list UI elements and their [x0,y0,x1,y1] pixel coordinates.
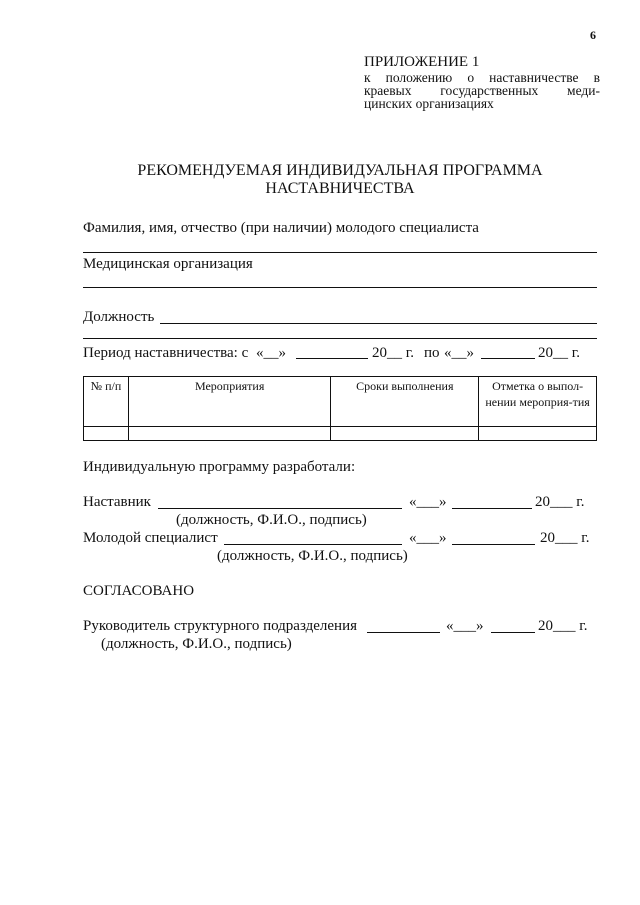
young-specialist-signature-line[interactable] [224,544,402,545]
fio-input-line[interactable] [83,252,597,253]
column-header-completion-mark: Отметка о выпол-нении мероприя-тия [479,377,597,427]
mentor-signature-line[interactable] [158,508,402,509]
page-number: 6 [590,28,596,42]
head-of-unit-day: «___» [446,618,484,634]
org-input-line[interactable] [83,287,597,288]
head-of-unit-caption: (должность, Ф.И.О., подпись) [101,636,292,652]
table-header-row [84,377,597,427]
mentor-label: Наставник [83,494,151,510]
mentor-month-line[interactable] [452,508,532,509]
fio-label: Фамилия, имя, отчество (при наличии) молодого специалиста [83,220,479,236]
head-of-unit-label: Руководитель структурного подразделения [83,618,357,634]
appendix-line-1: к положению о наставничестве в [364,70,600,85]
period-start-year: 20__ г. [372,345,414,361]
head-of-unit-signature-line[interactable] [367,632,440,633]
org-label: Медицинская организация [83,256,253,272]
document-title-line-2: НАСТАВНИЧЕСТВА [265,180,415,197]
period-start-day: «__» [256,345,286,361]
program-table [83,376,597,441]
young-specialist-label: Молодой специалист [83,530,218,546]
document-title-line-1: РЕКОМЕНДУЕМАЯ ИНДИВИДУАЛЬНАЯ ПРОГРАММА [137,162,543,179]
young-specialist-day: «___» [409,530,447,546]
period-end-year: 20__ г. [538,345,580,361]
appendix-line-2: краевых государственных меди- [364,83,600,98]
mentor-caption: (должность, Ф.И.О., подпись) [176,512,367,528]
appendix-line-3: цинских организациях [364,96,494,111]
table-cell[interactable] [128,427,331,441]
period-to-label: по [424,345,440,361]
table-row [84,427,597,441]
period-end-month-line[interactable] [481,358,535,359]
position-input-line[interactable] [160,323,597,324]
period-end-day: «__» [444,345,474,361]
young-specialist-caption: (должность, Ф.И.О., подпись) [217,548,408,564]
column-header-deadlines: Сроки выполнения [331,377,479,427]
agreed-heading: СОГЛАСОВАНО [83,583,195,599]
head-of-unit-month-line[interactable] [491,632,535,633]
period-start-month-line[interactable] [296,358,368,359]
table-cell[interactable] [84,427,129,441]
position-label: Должность [83,309,155,325]
period-label: Период наставничества: с [83,345,249,361]
developed-heading: Индивидуальную программу разработали: [83,459,356,475]
head-of-unit-year: 20___ г. [538,618,588,634]
position-extra-line[interactable] [83,338,597,339]
table-cell[interactable] [331,427,479,441]
young-specialist-year: 20___ г. [540,530,590,546]
column-header-number: № п/п [84,377,129,427]
mentor-year: 20___ г. [535,494,585,510]
appendix-heading: ПРИЛОЖЕНИЕ 1 [364,54,480,70]
mentor-day: «___» [409,494,447,510]
table-cell[interactable] [479,427,597,441]
young-specialist-month-line[interactable] [452,544,535,545]
column-header-activities: Мероприятия [128,377,331,427]
